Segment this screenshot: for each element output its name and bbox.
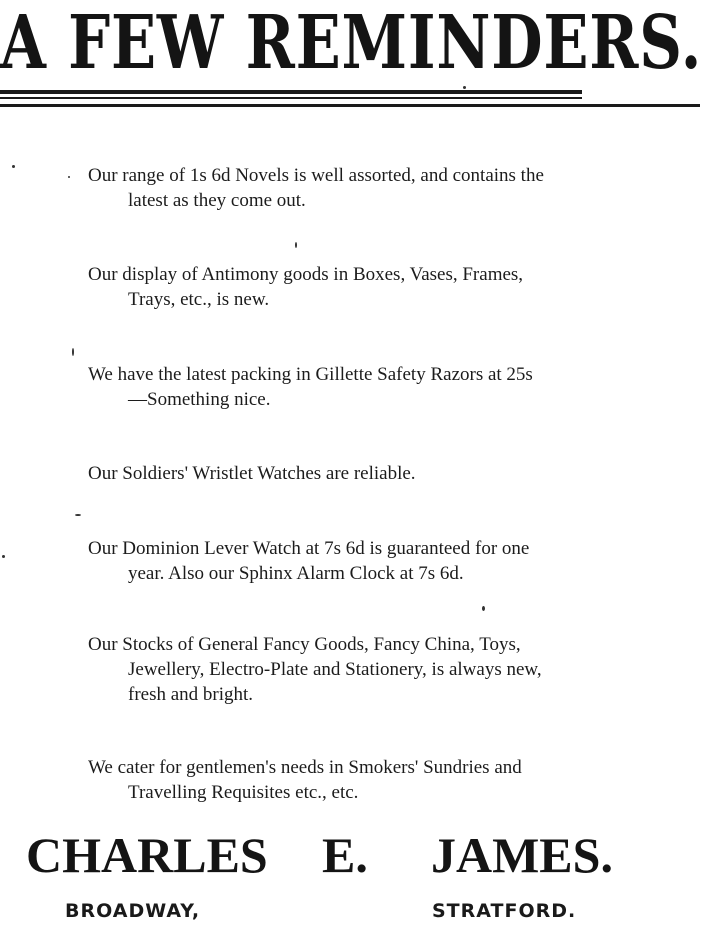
print-speck (295, 242, 297, 248)
print-speck (463, 86, 466, 89)
reminder-line: fresh and bright. (128, 684, 254, 705)
print-speck (75, 514, 81, 516)
reminder-item-novels (88, 163, 698, 213)
address-street: BROADWAY, (65, 900, 201, 922)
merchant-name-initial: E. (322, 827, 368, 883)
reminder-line: We have the latest packing in Gillette Safety Razors at 25s (88, 364, 533, 385)
headline-rule-top (0, 90, 582, 94)
reminder-line: year. Also our Sphinx Alarm Clock at 7s 6d. (128, 563, 464, 584)
merchant-name-first: CHARLES (26, 827, 268, 883)
reminder-line: Our display of Antimony goods in Boxes, Vases, Frames, (88, 264, 524, 285)
print-speck (12, 165, 15, 168)
merchant-name (26, 826, 676, 886)
headline-rule-middle (0, 97, 582, 99)
reminder-line: Our range of 1s 6d Novels is well assorted, and contains the (88, 165, 544, 186)
print-speck (2, 555, 5, 558)
reminder-line: Jewellery, Electro-Plate and Stationery, is always new, (128, 659, 542, 680)
page-headline: A FEW REMINDERS. (0, 0, 702, 86)
reminder-line: Our Dominion Lever Watch at 7s 6d is guaranteed for one (88, 538, 530, 559)
print-speck (482, 606, 485, 611)
reminder-item-fancy-goods (88, 632, 698, 707)
headline-rule-bottom (0, 104, 700, 107)
reminder-line: Travelling Requisites etc., etc. (128, 782, 359, 803)
reminder-line: Trays, etc., is new. (128, 289, 270, 310)
reminder-item-smokers (88, 755, 698, 805)
address-town: STRATFORD. (432, 900, 577, 922)
reminder-line: We cater for gentlemen's needs in Smokers' Sundries and (88, 757, 522, 778)
reminder-item-wristlet (88, 461, 698, 486)
reminder-item-antimony (88, 262, 698, 312)
reminder-line: latest as they come out. (128, 190, 306, 211)
reminder-line: —Something nice. (128, 389, 271, 410)
print-speck (68, 176, 70, 178)
reminder-item-razors (88, 362, 698, 412)
merchant-name-last: JAMES. (431, 827, 613, 883)
reminder-line: Our Stocks of General Fancy Goods, Fancy China, Toys, (88, 634, 521, 655)
reminder-item-watch (88, 536, 698, 586)
reminder-line: Our Soldiers' Wristlet Watches are reliable. (88, 463, 416, 484)
print-speck (72, 348, 74, 356)
